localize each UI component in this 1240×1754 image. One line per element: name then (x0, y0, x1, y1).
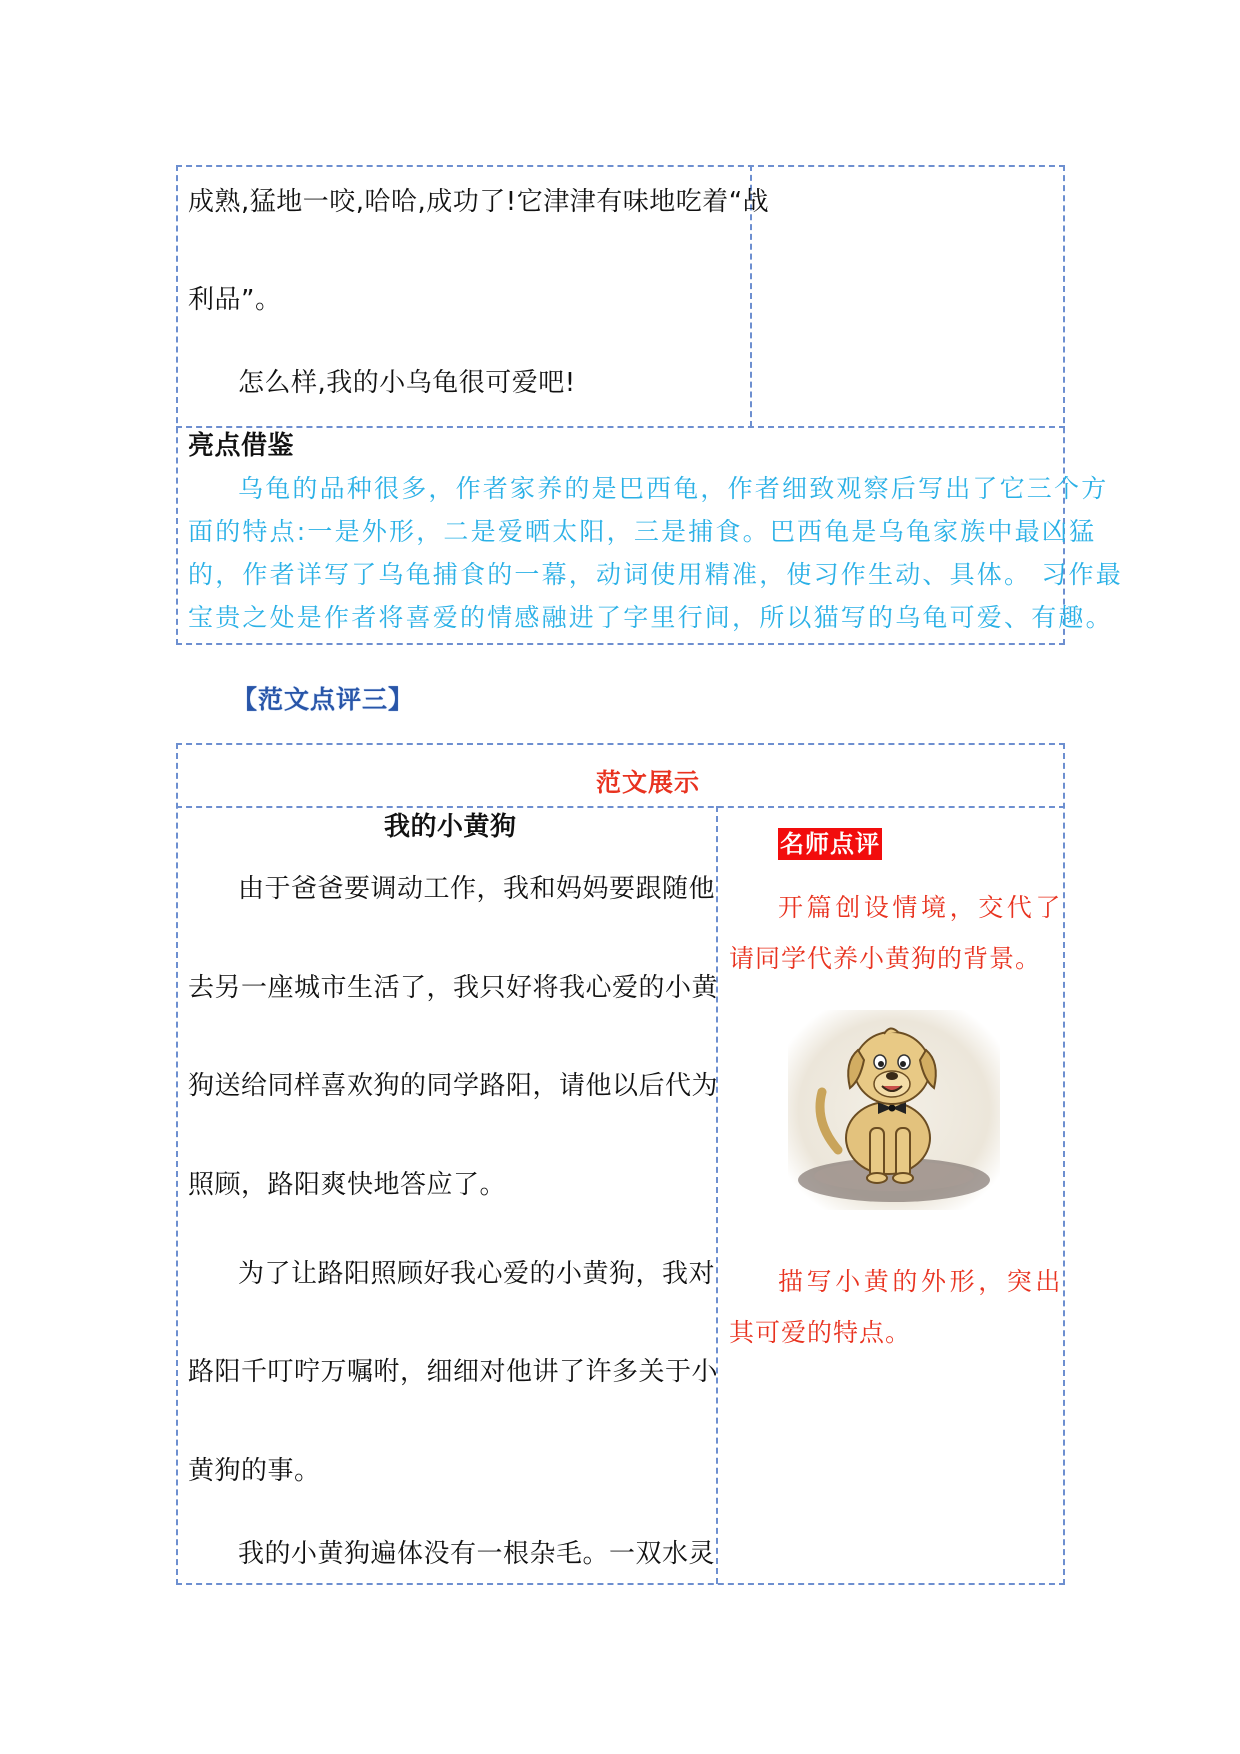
essay-line: 由于爸爸要调动工作，我和妈妈要跟随他 (238, 874, 716, 904)
essay-line: 我的小黄狗遍体没有一根杂毛。一双水灵 (238, 1539, 716, 1569)
table-2-column-divider (716, 806, 718, 1584)
highlight-title: 亮点借鉴 (188, 431, 295, 461)
highlight-line: 宝贵之处是作者将喜爱的情感融进了字里行间，所以猫写的乌龟可爱、有趣。 (188, 603, 1113, 632)
essay-line: 为了让路阳照顾好我心爱的小黄狗，我对 (238, 1259, 716, 1289)
essay-line: 去另一座城市生活了，我只好将我心爱的小黄 (188, 973, 719, 1003)
essay-line: 狗送给同样喜欢狗的同学路阳，请他以后代为 (188, 1071, 719, 1101)
comment-line: 描写小黄的外形，突出 (778, 1267, 1065, 1296)
comment-line: 请同学代养小黄狗的背景。 (729, 944, 1042, 973)
essay-title: 我的小黄狗 (384, 812, 517, 842)
comment-badge: 名师点评 (780, 830, 880, 858)
essay-line: 黄狗的事。 (188, 1456, 321, 1486)
banner-title: 范文展示 (596, 768, 701, 797)
highlight-line: 面的特点:一是外形，二是爱晒太阳，三是捕食。巴西龟是乌龟家族中最凶猛 (188, 517, 1097, 546)
comment-line: 其可爱的特点。 (729, 1318, 912, 1347)
essay-line: 成熟,猛地一咬,哈哈,成功了!它津津有味地吃着“战 (188, 187, 770, 217)
table-1-row-divider (176, 426, 1065, 428)
highlight-line: 乌龟的品种很多，作者家养的是巴西龟，作者细致观察后写出了它三个方 (238, 474, 1109, 503)
essay-line: 照顾，路阳爽快地答应了。 (188, 1170, 507, 1200)
comment-line: 开篇创设情境，交代了 (778, 893, 1065, 922)
essay-line: 利品”。 (188, 285, 282, 315)
essay-line: 怎么样,我的小乌龟很可爱吧! (238, 368, 576, 398)
table-2-banner-divider (176, 806, 1065, 808)
essay-line: 路阳千叮咛万嘱咐，细细对他讲了许多关于小 (188, 1357, 719, 1387)
cartoon-dog-illustration (788, 1010, 1000, 1210)
section-heading: 【范文点评三】 (232, 685, 415, 714)
highlight-line: 的，作者详写了乌龟捕食的一幕，动词使用精准，使习作生动、具体。 习作最 (188, 560, 1123, 589)
